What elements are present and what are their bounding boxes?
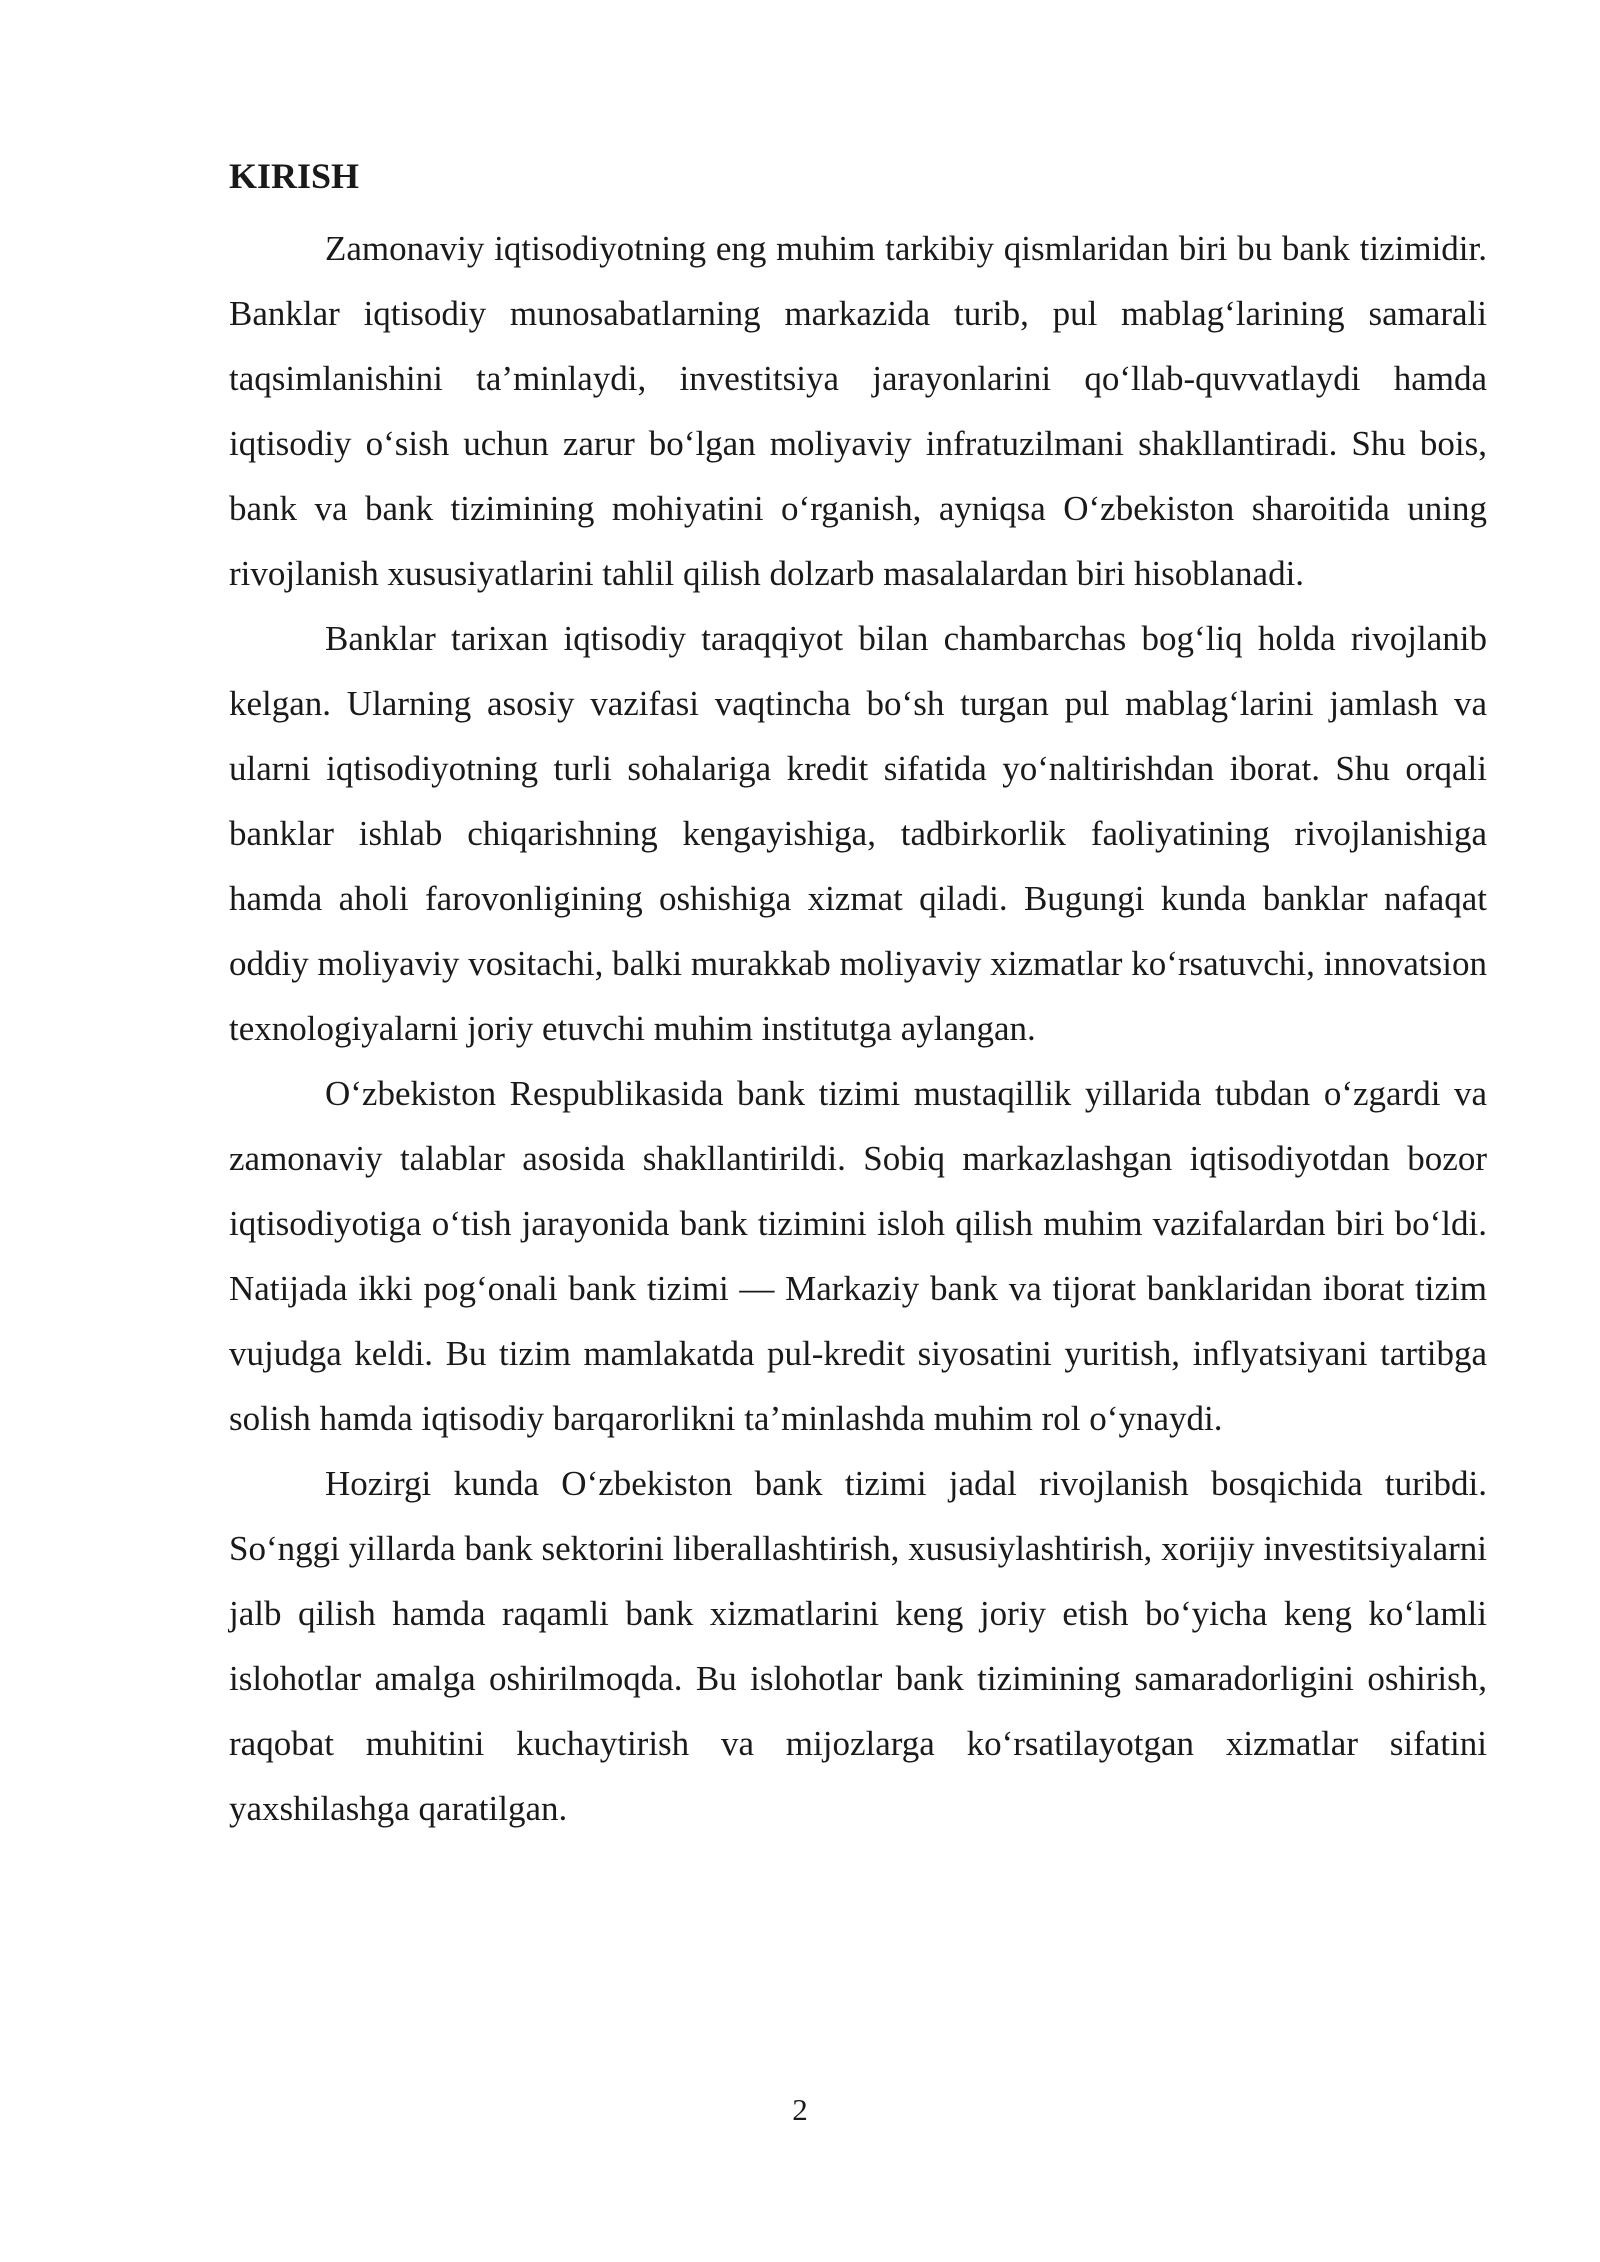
paragraph-3: O‘zbekiston Respublikasida bank tizimi mustaqillik yillarida tubdan o‘zgardi va zamonaviy talablar asosida shakllantirildi. Sobiq markazlashgan iqtisodiyotdan bozor iqtisodiyotiga o‘tish jarayonida bank tizimini isloh qilish muhim vazifalardan biri bo‘ldi. Natijada ikki pog‘onali bank tizimi — Markaziy bank va tijorat banklaridan iborat tizim vujudga keldi. Bu tizim mamlakatda pul-kredit siyosatini yuritish, inflyatsiyani tartibga solish hamda iqtisodiy barqarorlikni ta’minlashda muhim rol o‘ynaydi. — [229, 1074, 1487, 1438]
paragraph-1: Zamonaviy iqtisodiyotning eng muhim tarkibiy qismlaridan biri bu bank tizimidir. Banklar iqtisodiy munosabatlarning markazida turib, pul mablag‘larining samarali taqsimlanishini ta’minlaydi, investitsiya jarayonlarini qo‘llab-quvvatlaydi hamda iqtisodiy o‘sish uchun zarur bo‘lgan moliyaviy infratuzilmani shakllantiradi. Shu bois, bank va bank tizimining mohiyatini o‘rganish, ayniqsa O‘zbekiston sharoitida uning rivojlanish xususiyatlarini tahlil qilish dolzarb masalalardan biri hisoblanadi. — [229, 229, 1487, 593]
page-content — [229, 148, 1487, 1841]
page-number: 2 — [792, 2092, 808, 2127]
paragraph-4: Hozirgi kunda O‘zbekiston bank tizimi jadal rivojlanish bosqichida turibdi. So‘nggi yillarda bank sektorini liberallashtirish, xususiylashtirish, xorijiy investitsiyalarni jalb qilish hamda raqamli bank xizmatlarini keng joriy etish bo‘yicha keng ko‘lamli islohotlar amalga oshirilmoqda. Bu islohotlar bank tizimining samaradorligini oshirish, raqobat muhitini kuchaytirish va mijozlarga ko‘rsatilayotgan xizmatlar sifatini yaxshilashga qaratilgan. — [229, 1464, 1487, 1828]
section-heading: KIRISH — [229, 156, 360, 196]
paragraph-2: Banklar tarixan iqtisodiy taraqqiyot bilan chambarchas bog‘liq holda rivojlanib kelgan. Ularning asosiy vazifasi vaqtincha bo‘sh turgan pul mablag‘larini jamlash va ularni iqtisodiyotning turli sohalariga kredit sifatida yo‘naltirishdan iborat. Shu orqali banklar ishlab chiqarishning kengayishiga, tadbirkorlik faoliyatining rivojlanishiga hamda aholi farovonligining oshishiga xizmat qiladi. Bugungi kunda banklar nafaqat oddiy moliyaviy vositachi, balki murakkab moliyaviy xizmatlar ko‘rsatuvchi, innovatsion texnologiyalarni joriy etuvchi muhim institutga aylangan. — [229, 619, 1487, 1048]
